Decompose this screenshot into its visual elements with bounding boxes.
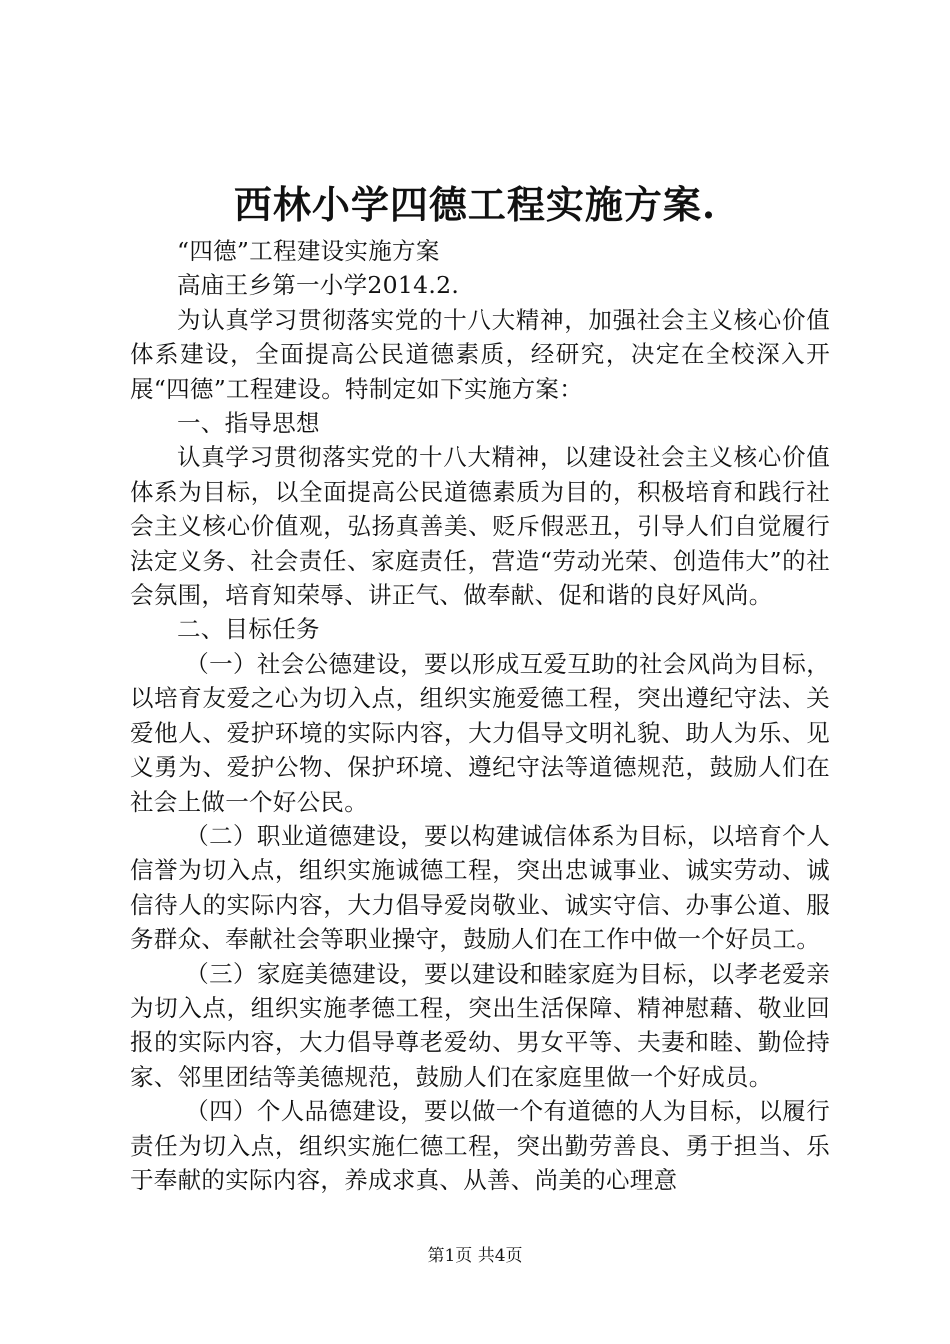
page-footer: 第1页 共4页: [427, 1246, 523, 1266]
document-body: [130, 234, 830, 1197]
author-date-line: 高庙王乡第一小学2014.2.: [177, 271, 460, 300]
section-heading-guiding-ideology: 一、指导思想: [177, 409, 320, 438]
subtitle: “四德”工程建设实施方案: [177, 237, 440, 265]
intro-paragraph: 为认真学习贯彻落实党的十八大精神，加强社会主义核心价值体系建设，全面提高公民道德素质，经研究，决定在全校深入开展“四德”工程建设。特制定如下实施方案：: [130, 305, 830, 403]
guiding-ideology-paragraph: 认真学习贯彻落实党的十八大精神，以建设社会主义核心价值体系为目标，以全面提高公民道德素质为目的，积极培育和践行社会主义核心价值观，弘扬真善美、贬斥假恶丑，引导人们自觉履行法定义务、社会责任、家庭责任，营造“劳动光荣、创造伟大”的社会氛围，培育知荣辱、讲正气、做奉献、促和谐的良好风尚。: [130, 443, 830, 610]
document-title: 西林小学四德工程实施方案.: [233, 182, 717, 227]
personal-character-paragraph: （四）个人品德建设，要以做一个有道德的人为目标，以履行责任为切入点，组织实施仁德工程，突出勤劳善良、勇于担当、乐于奉献的实际内容，养成求真、从善、尚美的心理意: [130, 1097, 830, 1194]
section-heading-goals-tasks: 二、目标任务: [177, 615, 320, 644]
professional-ethics-paragraph: （二）职业道德建设，要以构建诚信体系为目标，以培育个人信誉为切入点，组织实施诚德工程，突出忠诚事业、诚实劳动、诚信待人的实际内容，大力倡导爱岗敬业、诚实守信、办事公道、服务群众、奉献社会等职业操守，鼓励人们在工作中做一个好员工。: [130, 821, 830, 954]
family-virtue-paragraph: （三）家庭美德建设，要以建设和睦家庭为目标，以孝老爱亲为切入点，组织实施孝德工程，突出生活保障、精神慰藉、敬业回报的实际内容，大力倡导尊老爱幼、男女平等、夫妻和睦、勤俭持家、邻里团结等美德规范，鼓励人们在家庭里做一个好成员。: [130, 959, 830, 1091]
social-morality-paragraph: （一）社会公德建设，要以形成互爱互助的社会风尚为目标，以培育友爱之心为切入点，组织实施爱德工程，突出遵纪守法、关爱他人、爱护环境的实际内容，大力倡导文明礼貌、助人为乐、见义勇为、爱护公物、保护环境、遵纪守法等道德规范，鼓励人们在社会上做一个好公民。: [130, 649, 830, 816]
